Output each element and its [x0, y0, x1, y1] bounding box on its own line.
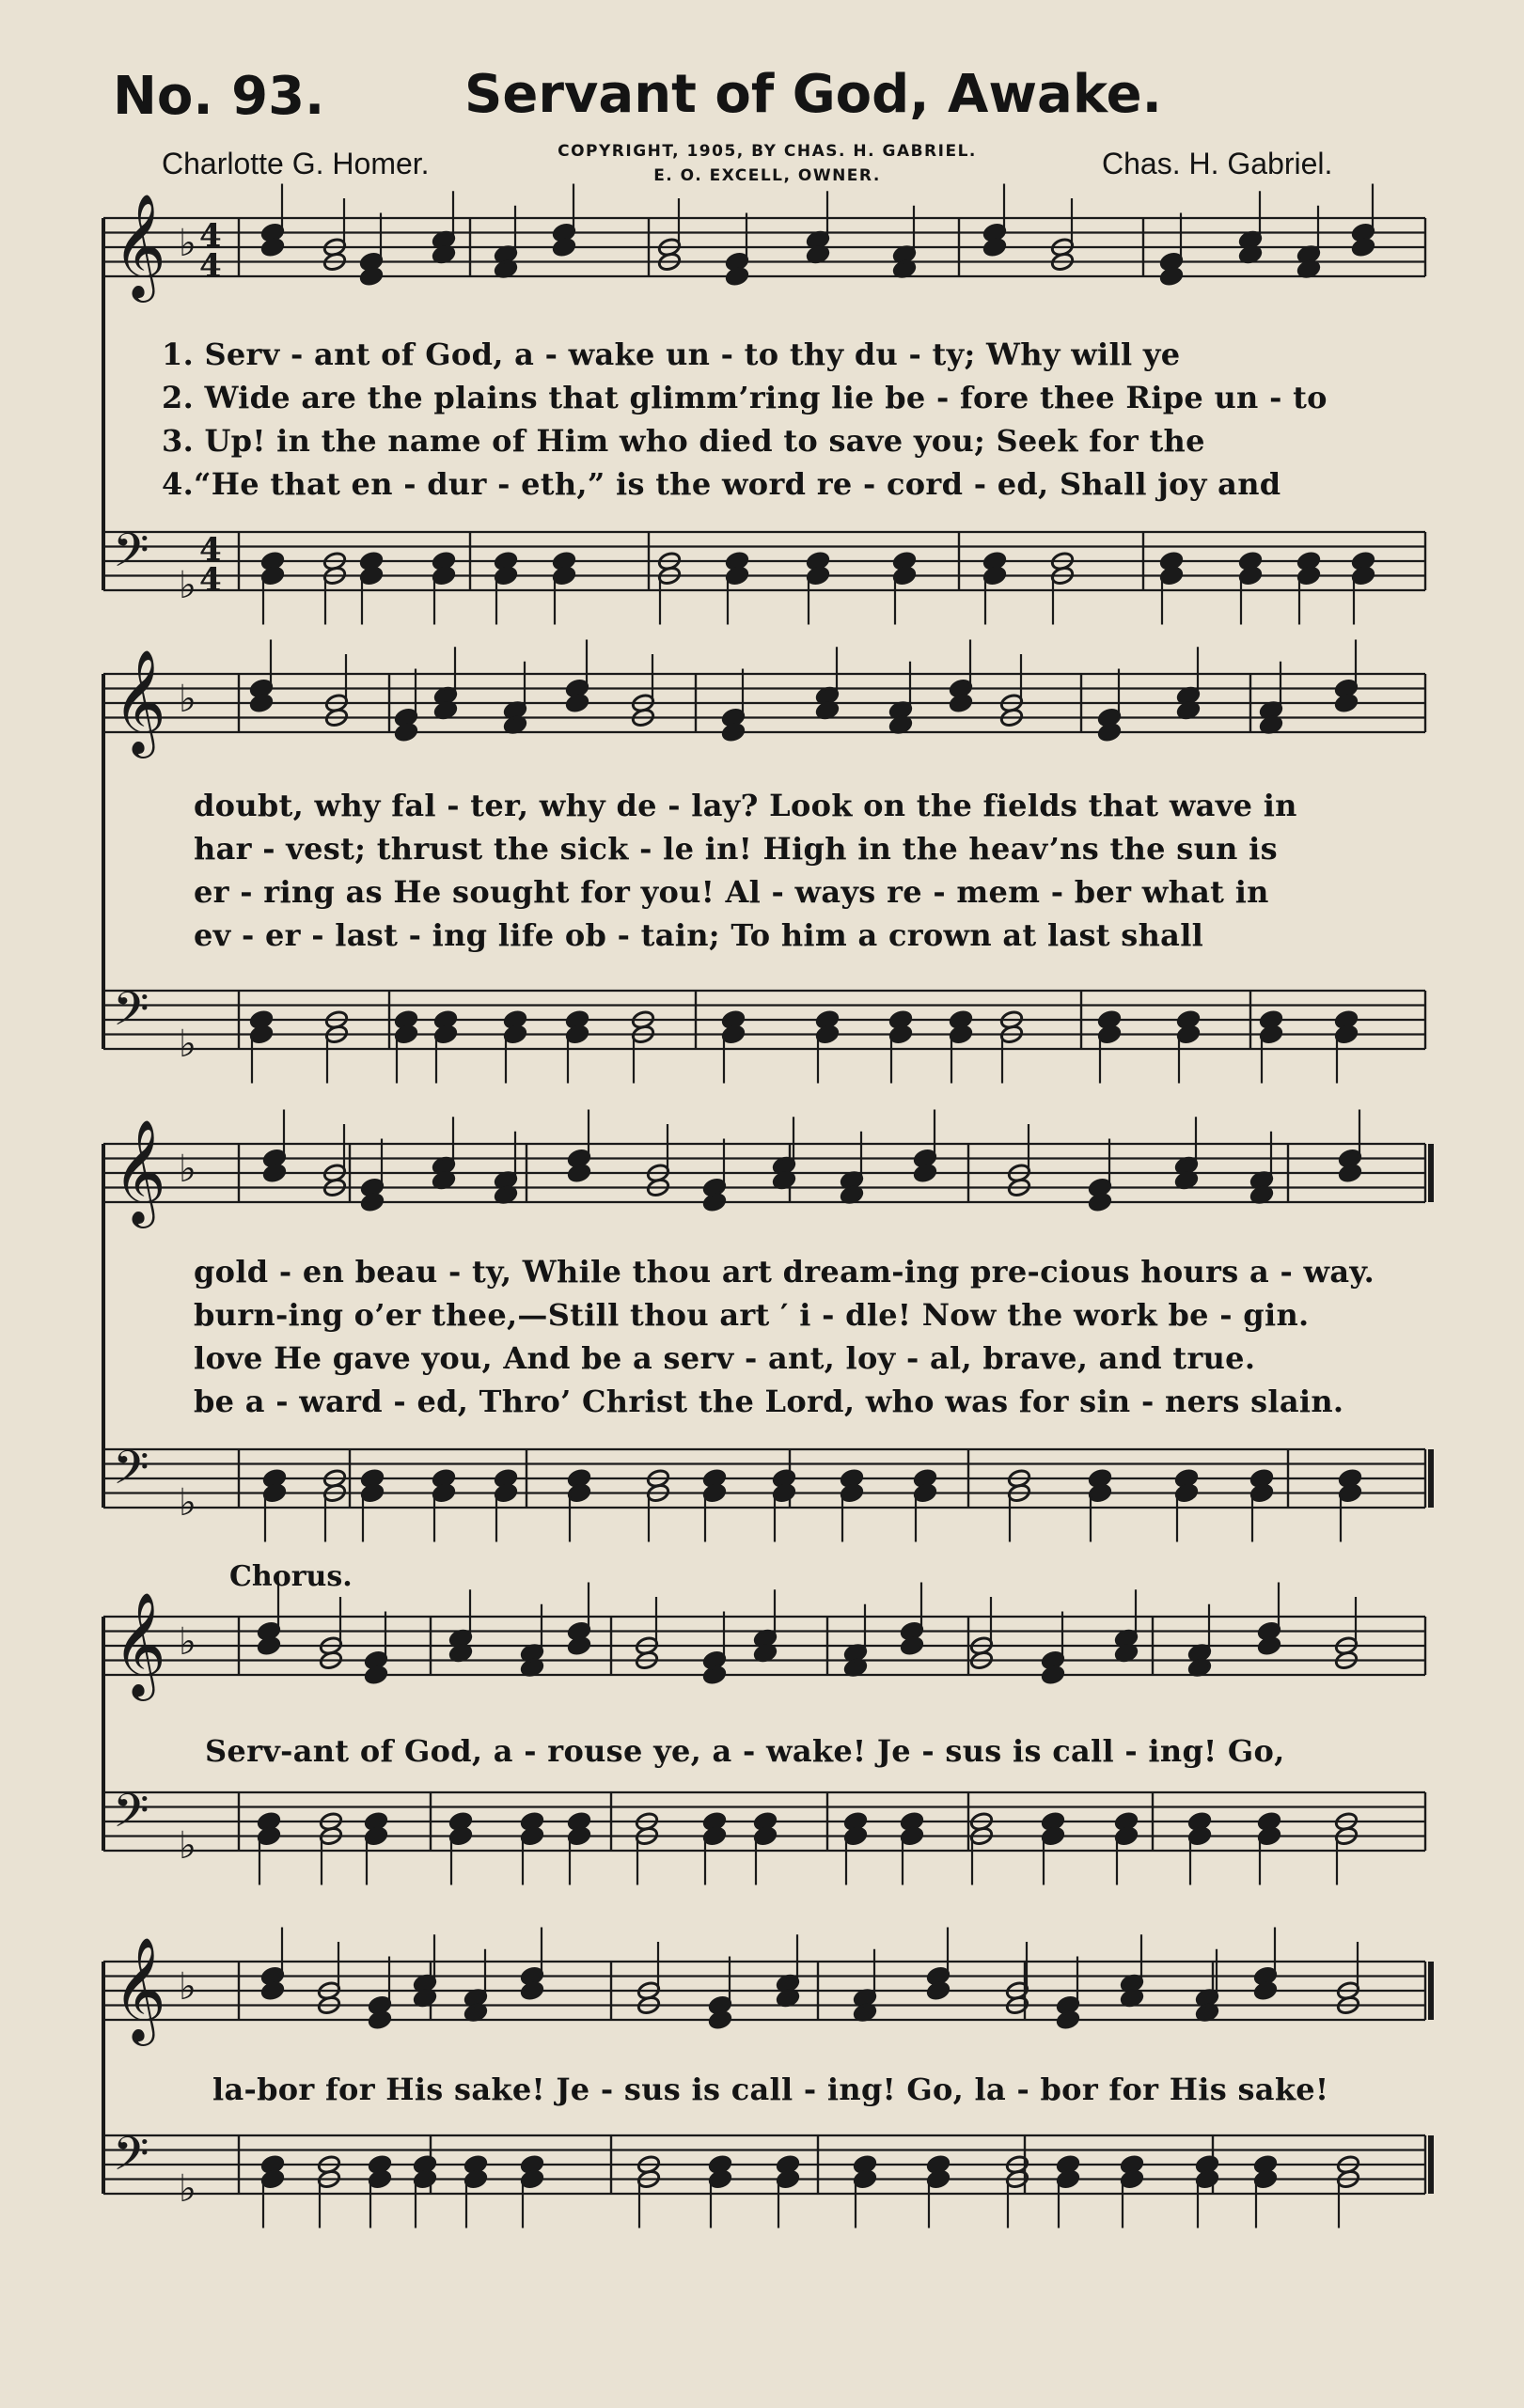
note-head — [257, 1635, 281, 1656]
chorus-label: Chorus. — [229, 1560, 353, 1593]
note-head — [1041, 1665, 1065, 1685]
treble-clef-icon: 𝄞 — [113, 1118, 166, 1224]
note-head — [913, 1163, 937, 1183]
bass-clef-icon: 𝄢 — [113, 982, 149, 1048]
flat-icon: ♭ — [179, 1023, 196, 1066]
flat-icon: ♭ — [179, 678, 196, 721]
note-head — [1088, 1192, 1112, 1212]
note-head — [565, 693, 589, 713]
lyric-line: 1. Serv - ant of God, a - wake un - to thy du - ty; Why will ye — [162, 336, 1181, 372]
note-head — [725, 266, 749, 287]
note-head — [982, 237, 1007, 258]
bass-clef-icon: 𝄢 — [113, 524, 149, 589]
flat-icon: ♭ — [179, 564, 196, 607]
lyric-line: be a - ward - ed, Thro’ Christ the Lord, who was for sin - ners slain. — [194, 1384, 1344, 1419]
bass-clef-icon: 𝄢 — [113, 1441, 149, 1507]
composer-credit: Chas. H. Gabriel. — [1102, 147, 1333, 180]
lyric-line: gold - en beau - ty, While thou art dream-ing pre-cious hours a - way. — [194, 1254, 1375, 1290]
bass-clef-icon: 𝄢 — [113, 1784, 149, 1850]
lyric-line: 4.“He that en - dur - eth,” is the word re - cord - ed, Shall joy and — [162, 466, 1281, 502]
note-head — [702, 1192, 727, 1212]
note-head — [721, 722, 746, 743]
note-head — [552, 237, 576, 258]
note-head — [567, 1635, 591, 1656]
flat-icon: ♭ — [179, 222, 196, 265]
copyright-line-1: COPYRIGHT, 1905, BY CHAS. H. GABRIEL. — [558, 142, 977, 161]
lyric-line: 3. Up! in the name of Him who died to save you; Seek for the — [162, 423, 1205, 459]
note-head — [1253, 1980, 1278, 2001]
note-head — [360, 1192, 385, 1212]
note-head — [1159, 266, 1184, 287]
time-signature-icon: 4 — [199, 561, 222, 599]
note-head — [1334, 693, 1359, 713]
note-head — [949, 693, 973, 713]
flat-icon: ♭ — [179, 2167, 196, 2211]
note-head — [394, 722, 418, 743]
lyric-line: ev - er - last - ing life ob - tain; To him a crown at last shall — [194, 917, 1204, 953]
lyric-line: er - ring as He sought for you! Al - ways re - mem - ber what in — [194, 874, 1269, 910]
time-signature-icon: 4 — [199, 531, 222, 569]
lyric-line: love He gave you, And be a serv - ant, loy - al, brave, and true. — [194, 1340, 1256, 1376]
copyright-line-2: E. O. EXCELL, OWNER. — [653, 166, 881, 185]
note-head — [364, 1665, 388, 1685]
note-head — [262, 1163, 287, 1183]
note-head — [1097, 722, 1122, 743]
lyric-line: 2. Wide are the plains that glimm’ring lie be - fore thee Ripe un - to — [162, 380, 1328, 415]
treble-clef-icon: 𝄞 — [113, 193, 166, 298]
hymn-number: No. 93. — [113, 66, 325, 127]
lyric-line: la-bor for His sake! Je - sus is call - ing! Go, la - bor for His sake! — [212, 2072, 1329, 2107]
bass-clef-icon: 𝄢 — [113, 2127, 149, 2193]
note-head — [260, 1980, 285, 2001]
note-head — [368, 2009, 392, 2030]
lyric-line: Serv-ant of God, a - rouse ye, a - wake! Je - sus is call - ing! Go, — [205, 1733, 1285, 1769]
flat-icon: ♭ — [179, 1620, 196, 1664]
note-head — [900, 1635, 924, 1656]
treble-clef-icon: 𝄞 — [113, 649, 166, 754]
note-head — [567, 1163, 591, 1183]
note-head — [1338, 1163, 1362, 1183]
note-head — [520, 1980, 544, 2001]
lyric-line: doubt, why fal - ter, why de - lay? Look on the fields that wave in — [194, 788, 1297, 823]
note-head — [926, 1980, 951, 2001]
treble-clef-icon: 𝄞 — [113, 1591, 166, 1697]
note-head — [359, 266, 384, 287]
hymn-title: Servant of God, Awake. — [464, 64, 1162, 125]
note-head — [1351, 237, 1375, 258]
note-head — [708, 2009, 732, 2030]
lyric-line: har - vest; thrust the sick - le in! High in the heav’ns the sun is — [194, 831, 1278, 867]
note-head — [260, 237, 285, 258]
lyric-line: burn-ing o’er thee,—Still thou art ′ i - dle! Now the work be - gin. — [194, 1297, 1310, 1333]
time-signature-icon: 4 — [199, 247, 222, 285]
note-head — [1056, 2009, 1080, 2030]
treble-clef-icon: 𝄞 — [113, 1936, 166, 2041]
note-head — [1257, 1635, 1281, 1656]
flat-icon: ♭ — [179, 1148, 196, 1191]
time-signature-icon: 4 — [199, 217, 222, 255]
note-head — [702, 1665, 727, 1685]
author-credit: Charlotte G. Homer. — [162, 147, 430, 180]
flat-icon: ♭ — [179, 1965, 196, 2009]
flat-icon: ♭ — [179, 1824, 196, 1868]
note-head — [249, 693, 274, 713]
flat-icon: ♭ — [179, 1481, 196, 1525]
